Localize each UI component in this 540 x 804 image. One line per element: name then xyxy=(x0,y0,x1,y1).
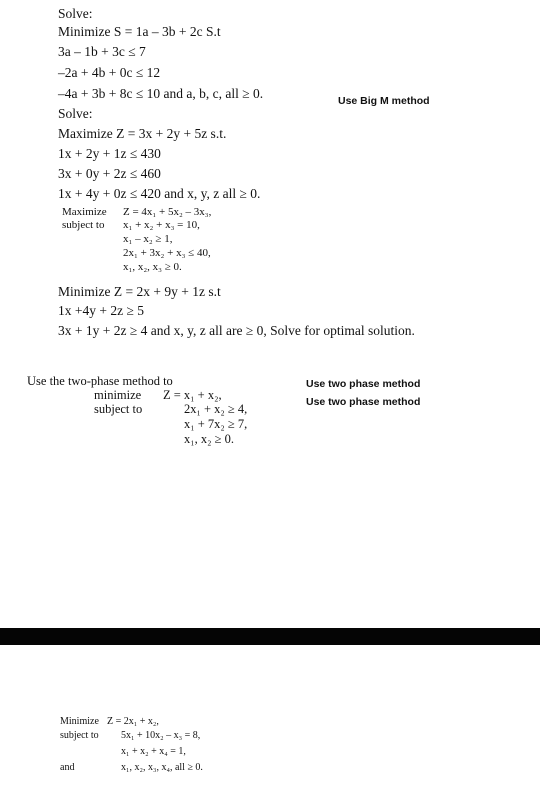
problem3-constraint-3: 2x₁ + 3x₂ + x₃ ≤ 40, xyxy=(123,247,211,259)
problem6-objective-label: Minimize xyxy=(60,716,99,727)
problem5-constraint-1: 2x₁ + x₂ ≥ 4, xyxy=(184,402,248,416)
problem1-constraint-3: –4a + 3b + 8c ≤ 10 and a, b, c, all ≥ 0. xyxy=(58,86,264,101)
note-two-phase-1: Use two phase method xyxy=(306,378,421,390)
problem3-subject-label: subject to xyxy=(62,219,105,231)
problem2-constraint-3: 1x + 4y + 0z ≤ 420 and x, y, z all ≥ 0. xyxy=(58,186,261,201)
problem5-constraint-3: x₁, x₂ ≥ 0. xyxy=(184,432,234,446)
problem5-objective-label: minimize xyxy=(94,388,142,402)
problem1-objective: Minimize S = 1a – 3b + 2c S.t xyxy=(58,24,221,39)
problem1-constraint-1: 3a – 1b + 3c ≤ 7 xyxy=(58,44,146,59)
problem2-constraint-2: 3x + 0y + 2z ≤ 460 xyxy=(58,166,161,181)
problem3-objective-label: Maximize xyxy=(62,206,107,218)
problem4-constraint-1: 1x +4y + 2z ≥ 5 xyxy=(58,303,145,318)
black-divider-band xyxy=(0,628,540,645)
problem3-constraint-1: x₁ + x₂ + x₃ = 10, xyxy=(123,219,200,231)
problem6-subject-label: subject to xyxy=(60,730,99,741)
problem6-and-label: and xyxy=(60,762,75,773)
problem5-subject-label: subject to xyxy=(94,402,143,416)
problem6-constraint-2: x₁ + x₂ + x₄ = 1, xyxy=(121,746,186,757)
problem3-objective: Z = 4x₁ + 5x₂ – 3x₃, xyxy=(123,206,212,218)
problem4-objective: Minimize Z = 2x + 9y + 1z s.t xyxy=(58,284,221,299)
problem5-objective: Z = x₁ + x₂, xyxy=(163,388,222,402)
problem1-constraint-2: –2a + 4b + 0c ≤ 12 xyxy=(58,65,161,80)
problem5-intro: Use the two-phase method to xyxy=(27,374,173,388)
problem1-heading: Solve: xyxy=(58,6,93,21)
problem2-heading: Solve: xyxy=(58,106,93,121)
problem6-constraint-1: 5x₁ + 10x₂ – x₃ = 8, xyxy=(121,730,201,741)
problem4-constraint-2: 3x + 1y + 2z ≥ 4 and x, y, z all are ≥ 0, Solve for optimal solution. xyxy=(58,323,415,338)
problem6-constraint-3: x₁, x₂, x₃, x₄, all ≥ 0. xyxy=(121,762,203,773)
problem2-objective: Maximize Z = 3x + 2y + 5z s.t. xyxy=(58,126,227,141)
note-two-phase-2: Use two phase method xyxy=(306,396,421,408)
problem6-objective: Z = 2x₁ + x₂, xyxy=(107,716,159,727)
problem3-constraint-4: x₁, x₂, x₃ ≥ 0. xyxy=(123,261,182,273)
problem3-constraint-2: x₁ – x₂ ≥ 1, xyxy=(123,233,173,245)
note-big-m: Use Big M method xyxy=(338,95,430,107)
problem2-constraint-1: 1x + 2y + 1z ≤ 430 xyxy=(58,146,161,161)
problem5-constraint-2: x₁ + 7x₂ ≥ 7, xyxy=(184,417,248,431)
